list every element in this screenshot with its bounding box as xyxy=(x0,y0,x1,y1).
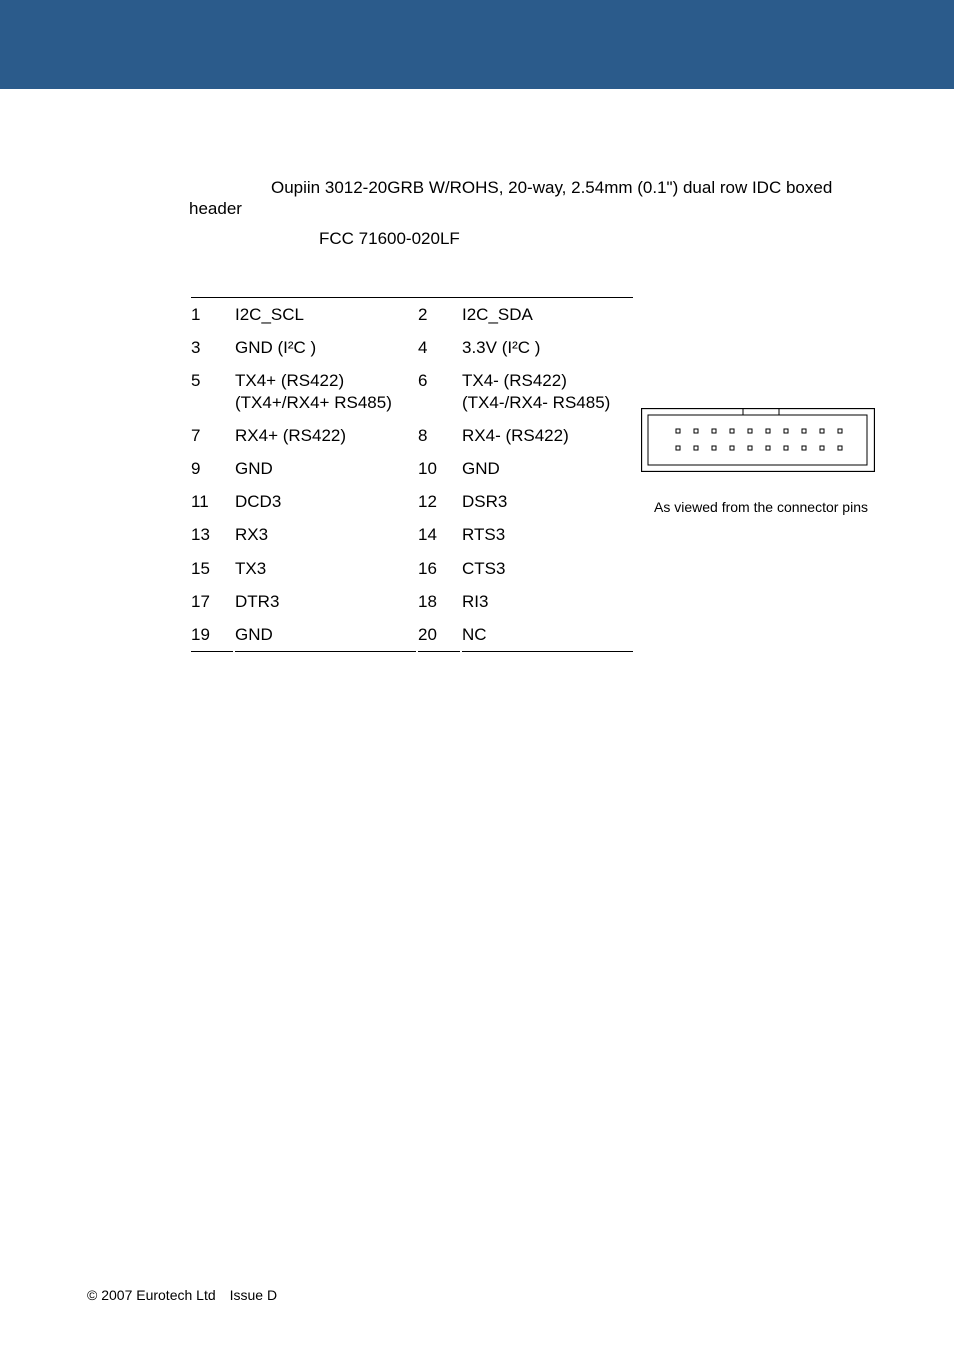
table-row xyxy=(191,558,633,580)
pin-signal: RX4- (RS422) xyxy=(462,426,569,445)
connector-pin xyxy=(766,429,770,433)
pin-signal: GND xyxy=(235,459,273,478)
copyright-text: © 2007 Eurotech Ltd xyxy=(87,1287,216,1303)
connector-shroud xyxy=(642,409,875,472)
pin-signal-line: TX4- (RS422) xyxy=(462,371,567,390)
pin-number: 3 xyxy=(191,338,201,357)
connector-pin xyxy=(748,446,752,450)
connector-pin xyxy=(820,429,824,433)
pin-number: 12 xyxy=(418,492,437,511)
pin-number: 15 xyxy=(191,559,210,578)
table-row xyxy=(191,458,633,480)
pin-number: 2 xyxy=(418,305,428,324)
pin-number: 10 xyxy=(418,459,437,478)
pin-signal: DSR3 xyxy=(462,492,508,511)
pin-number: 9 xyxy=(191,459,201,478)
table-row xyxy=(191,491,633,513)
pin-signal: RX4+ (RS422) xyxy=(235,426,347,445)
pin-signal: GND (I²C ) xyxy=(235,338,317,357)
pin-signal: 3.3V (I²C ) xyxy=(462,338,541,357)
pin-number: 5 xyxy=(191,371,201,390)
pin-signal-line: TX4+ (RS422) xyxy=(235,371,345,390)
connector-pin xyxy=(694,446,698,450)
pin-number: 11 xyxy=(191,492,209,511)
pin-signal: GND xyxy=(235,625,273,644)
pin-signal-line: (TX4-/RX4- RS485) xyxy=(462,393,611,412)
connector-pin xyxy=(838,429,842,433)
table-row xyxy=(191,337,633,359)
pin-signal: DTR3 xyxy=(235,592,280,611)
connector-pin xyxy=(784,446,788,450)
page-footer xyxy=(87,1286,277,1304)
pin-number: 1 xyxy=(191,305,201,324)
connector-pin xyxy=(838,446,842,450)
pin-number: 18 xyxy=(418,592,437,611)
pin-number: 14 xyxy=(418,525,437,544)
table-bottom-rule xyxy=(191,651,233,652)
diagram-caption: As viewed from the connector pins xyxy=(654,499,868,515)
connector-inner-wall xyxy=(648,415,867,465)
pin-number: 4 xyxy=(418,338,428,357)
pin-signal: RI3 xyxy=(462,592,489,611)
connector-pin xyxy=(676,429,680,433)
mating-connector: FCC 71600-020LF xyxy=(319,229,460,248)
connector-description: Oupiin 3012-20GRB W/ROHS, 20-way, 2.54mm (0.1") dual row IDC boxed header xyxy=(189,178,833,218)
pin-signal: RTS3 xyxy=(462,525,506,544)
pin-signal: DCD3 xyxy=(235,492,282,511)
connector-pin xyxy=(730,446,734,450)
connector-pin xyxy=(676,446,680,450)
pin-number: 17 xyxy=(191,592,210,611)
pin-signal: GND xyxy=(462,459,500,478)
pin-signal: I2C_SCL xyxy=(235,305,304,324)
connector-pin-diagram xyxy=(641,408,875,472)
header-band xyxy=(0,0,954,89)
table-top-rule xyxy=(191,297,633,298)
table-bottom-rule xyxy=(235,651,416,652)
pin-signal: I2C_SDA xyxy=(462,305,533,324)
connector-pin xyxy=(766,446,770,450)
pin-signal: CTS3 xyxy=(462,559,506,578)
connector-pin xyxy=(712,429,716,433)
connector-pins xyxy=(676,429,842,450)
pin-number: 6 xyxy=(418,371,428,390)
pin-signal xyxy=(462,370,610,414)
pin-signal-line: (TX4+/RX4+ RS485) xyxy=(235,393,392,412)
table-row xyxy=(191,524,633,546)
table-row xyxy=(191,425,633,447)
pin-signal: RX3 xyxy=(235,525,269,544)
issue-label: Issue D xyxy=(229,1287,278,1303)
connector-pin xyxy=(730,429,734,433)
pin-number: 19 xyxy=(191,625,210,644)
connector-pin xyxy=(784,429,788,433)
connector-pin xyxy=(748,429,752,433)
connector-pin xyxy=(712,446,716,450)
pin-number: 7 xyxy=(191,426,201,445)
pin-number: 16 xyxy=(418,559,437,578)
pin-signal xyxy=(235,370,392,414)
pin-number: 8 xyxy=(418,426,428,445)
table-row xyxy=(191,591,633,613)
table-bottom-rule xyxy=(418,651,460,652)
connector-pin xyxy=(820,446,824,450)
pin-number: 13 xyxy=(191,525,210,544)
pin-number: 20 xyxy=(418,625,437,644)
table-row xyxy=(191,304,633,326)
table-bottom-rule xyxy=(462,651,633,652)
table-row xyxy=(191,370,633,414)
pin-signal: NC xyxy=(462,625,487,644)
pin-signal: TX3 xyxy=(235,559,267,578)
connector-pin xyxy=(802,429,806,433)
connector-pin xyxy=(694,429,698,433)
connector-pin xyxy=(802,446,806,450)
table-row xyxy=(191,624,633,646)
